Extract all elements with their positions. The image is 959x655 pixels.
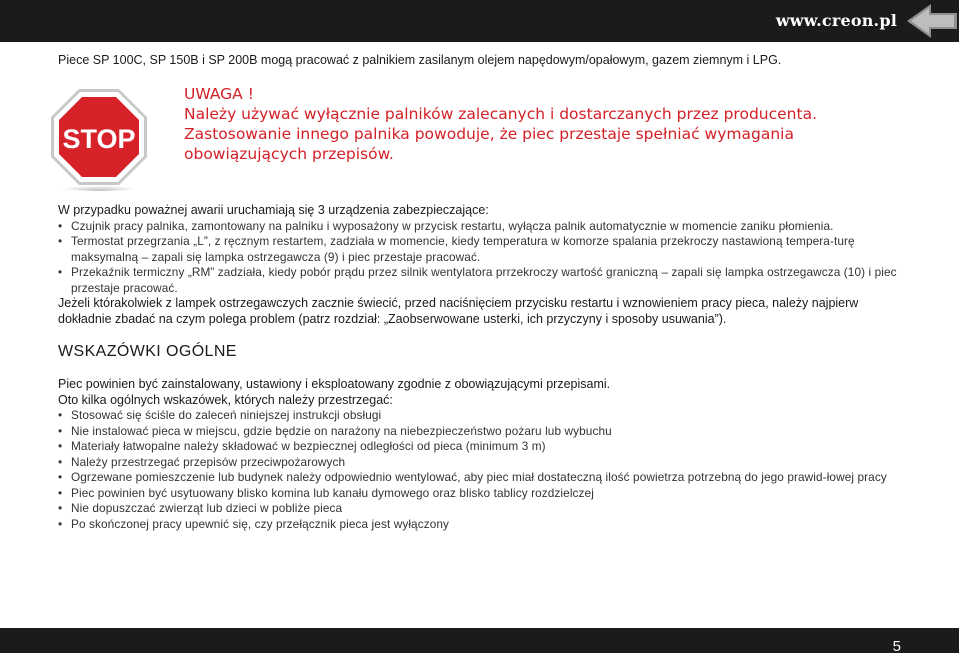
safety-lead: W przypadku poważnej awarii uruchamiają się 3 urządzenia zabezpieczające: bbox=[58, 203, 489, 217]
section-heading: WSKAZÓWKI OGÓLNE bbox=[58, 343, 237, 360]
stop-sign-label: STOP bbox=[62, 124, 136, 154]
list-item: • Po skończonej pracy upewnić się, czy przełącznik pieca jest wyłączony bbox=[58, 517, 904, 533]
list-item: • Stosować się ściśle do zaleceń niniejszej instrukcji obsługi bbox=[58, 408, 904, 424]
list-item: • Piec powinien być usytuowany blisko komina lub kanału dymowego oraz blisko tablicy rozdzielczej bbox=[58, 486, 904, 502]
stop-sign-icon bbox=[46, 86, 152, 192]
warning-text: Należy używać wyłącznie palników zalecanych i dostarczanych przez producenta. Zastosowanie innego palnika powoduje, że piec przestaje spełniać wymagania obowiązujących przepisów. bbox=[184, 105, 817, 163]
site-url-link[interactable]: www.creon.pl bbox=[775, 11, 897, 30]
safety-list bbox=[58, 219, 904, 297]
warning-box bbox=[184, 84, 904, 164]
warning-title: UWAGA ! bbox=[184, 85, 254, 103]
safety-closing: Jeżeli którakolwiek z lampek ostrzegawczych zacznie świecić, przed naciśnięciem przycisku restartu i wznowieniem pracy pieca, należy najpierw dokładnie zbadać na czym polega problem (patrz rozdział: „Zaobserwowane usterki, ich przyczyny i sposoby usuwania”). bbox=[58, 296, 859, 326]
list-item: • Materiały łatwopalne należy składować w bezpiecznej odległości od pieca (minimum 3 m) bbox=[58, 439, 904, 455]
intro-text: Piece SP 100C, SP 150B i SP 200B mogą pracować z palnikiem zasilanym olejem napędowym/opałowym, gazem ziemnym i LPG. bbox=[58, 53, 782, 67]
tips-list bbox=[58, 408, 904, 532]
list-item: • Termostat przegrzania „L”, z ręcznym restartem, zadziała w momencie, kiedy temperatura w komorze spalania przekroczy nastawioną tempera-turę maksymalną – zapali się lampka ostrzegawcza (9) i piec przestaje pracować. bbox=[58, 234, 904, 265]
list-item: • Przekaźnik termiczny „RM” zadziała, kiedy pobór prądu przez silnik wentylatora prrzekroczy wartość graniczną – zapali się lampka ostrzegawcza (10) i piec przestaje pracować. bbox=[58, 265, 904, 296]
list-item: • Nie instalować pieca w miejscu, gdzie będzie on narażony na niebezpieczeństwo pożaru lub wybuchu bbox=[58, 424, 904, 440]
general-lead-1: Piec powinien być zainstalowany, ustawiony i eksploatowany zgodnie z obowiązującymi przepisami. bbox=[58, 377, 611, 391]
list-item: • Czujnik pracy palnika, zamontowany na palniku i wyposażony w przycisk restartu, wyłącza palnik automatycznie w momencie zaniku płomienia. bbox=[58, 219, 904, 235]
back-arrow-icon[interactable] bbox=[901, 0, 959, 42]
safety-section bbox=[58, 203, 904, 327]
list-item: • Ogrzewane pomieszczenie lub budynek należy odpowiednio wentylować, aby piec miał dostateczną ilość powietrza potrzebną do jego prawid-łowej pracy bbox=[58, 470, 904, 486]
list-item: • Nie dopuszczać zwierząt lub dzieci w pobliże pieca bbox=[58, 501, 904, 517]
footer-bar bbox=[0, 628, 959, 653]
page-number: 5 bbox=[892, 638, 901, 655]
list-item: • Należy przestrzegać przepisów przeciwpożarowych bbox=[58, 455, 904, 471]
general-lead-2: Oto kilka ogólnych wskazówek, których należy przestrzegać: bbox=[58, 392, 393, 407]
general-tips-section bbox=[58, 377, 904, 532]
